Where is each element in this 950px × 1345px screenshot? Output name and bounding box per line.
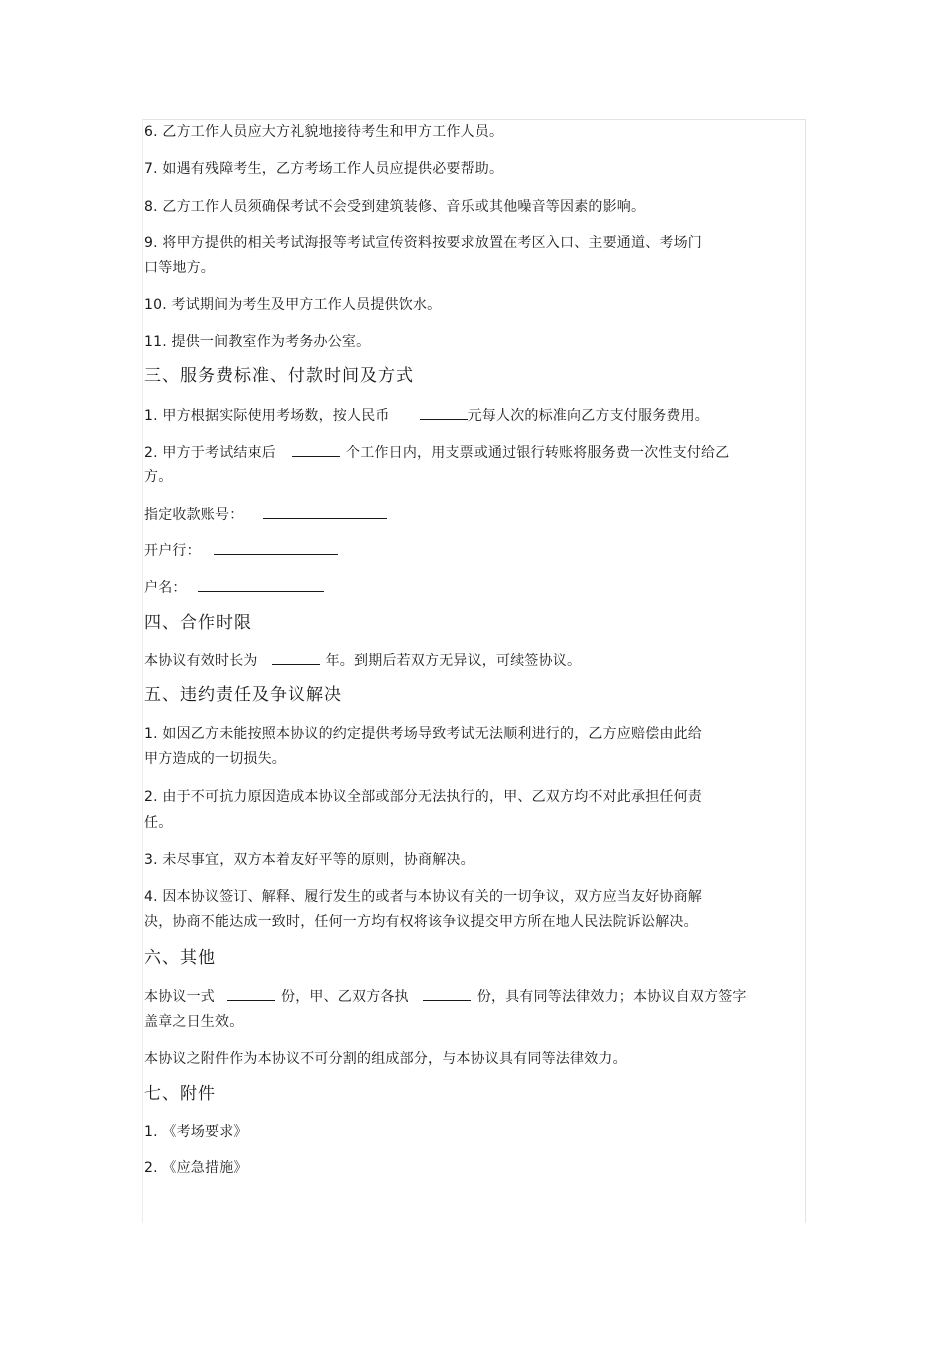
attachment-validity: 本协议之附件作为本协议不可分割的组成部分，与本协议具有同等法律效力。: [144, 1051, 627, 1067]
bank-name: 开户行：: [144, 540, 338, 561]
liability-2-line-1: 2. 由于不可抗力原因造成本协议全部或部分无法执行的，甲、乙双方均不对此承担任何责: [144, 789, 703, 805]
section-6-heading: 六、其他: [144, 948, 216, 968]
item-8: 8. 乙方工作人员须确保考试不会受到建筑装修、音乐或其他噪音等因素的影响。: [144, 199, 646, 215]
item-7: 7. 如遇有残障考生，乙方考场工作人员应提供必要帮助。: [144, 161, 504, 177]
section-7-heading: 七、附件: [144, 1084, 216, 1104]
attachment-2: 2. 《应急措施》: [144, 1160, 248, 1176]
liability-1-line-1: 1. 如因乙方未能按照本协议的约定提供考场导致考试无法顺利进行的，乙方应赔偿由此给: [144, 726, 703, 742]
item-9-line-2: 口等地方。: [144, 260, 215, 276]
bank-name-blank: [214, 540, 338, 555]
account-holder-blank: [198, 577, 324, 592]
liability-3: 3. 未尽事宜，双方本着友好平等的原则，协商解决。: [144, 852, 475, 868]
payment-time-line-2: 方。: [144, 469, 173, 485]
fee-amount-blank: [420, 405, 468, 420]
copies-line-2: 盖章之日生效。: [144, 1014, 244, 1030]
item-10: 10. 考试期间为考生及甲方工作人员提供饮水。: [144, 297, 442, 313]
account-holder: 户名：: [144, 577, 324, 598]
copies-total-blank: [227, 986, 275, 1001]
workdays-blank: [292, 442, 340, 457]
term-sentence: 本协议有效时长为 年。到期后若双方无异议，可续签协议。: [144, 650, 581, 671]
copies-each-blank: [423, 986, 471, 1001]
term-years-blank: [272, 650, 320, 665]
section-3-heading: 三、服务费标准、付款时间及方式: [144, 366, 414, 386]
account-number: 指定收款账号：: [144, 504, 387, 525]
liability-2-line-2: 任。: [144, 815, 173, 831]
copies-line-1: 本协议一式 份，甲、乙双方各执 份，具有同等法律效力；本协议自双方签字: [144, 986, 747, 1007]
section-4-heading: 四、合作时限: [144, 613, 252, 633]
liability-4-line-1: 4. 因本协议签订、解释、履行发生的或者与本协议有关的一切争议，双方应当友好协商解: [144, 889, 703, 905]
attachment-1: 1. 《考场要求》: [144, 1124, 248, 1140]
liability-4-line-2: 决，协商不能达成一致时，任何一方均有权将该争议提交甲方所在地人民法院诉讼解决。: [144, 914, 698, 930]
item-6: 6. 乙方工作人员应大方礼貌地接待考生和甲方工作人员。: [144, 124, 504, 140]
section-5-heading: 五、违约责任及争议解决: [144, 685, 342, 705]
item-9-line-1: 9. 将甲方提供的相关考试海报等考试宣传资料按要求放置在考区入口、主要通道、考场门: [144, 235, 703, 251]
liability-1-line-2: 甲方造成的一切损失。: [144, 751, 286, 767]
payment-time-line-1: 2. 甲方于考试结束后 个工作日内，用支票或通过银行转账将服务费一次性支付给乙: [144, 442, 729, 463]
fee-standard: 1. 甲方根据实际使用考场数，按人民币 元每人次的标准向乙方支付服务费用。: [144, 405, 709, 426]
item-11: 11. 提供一间教室作为考务办公室。: [144, 334, 371, 350]
account-number-blank: [263, 504, 387, 519]
